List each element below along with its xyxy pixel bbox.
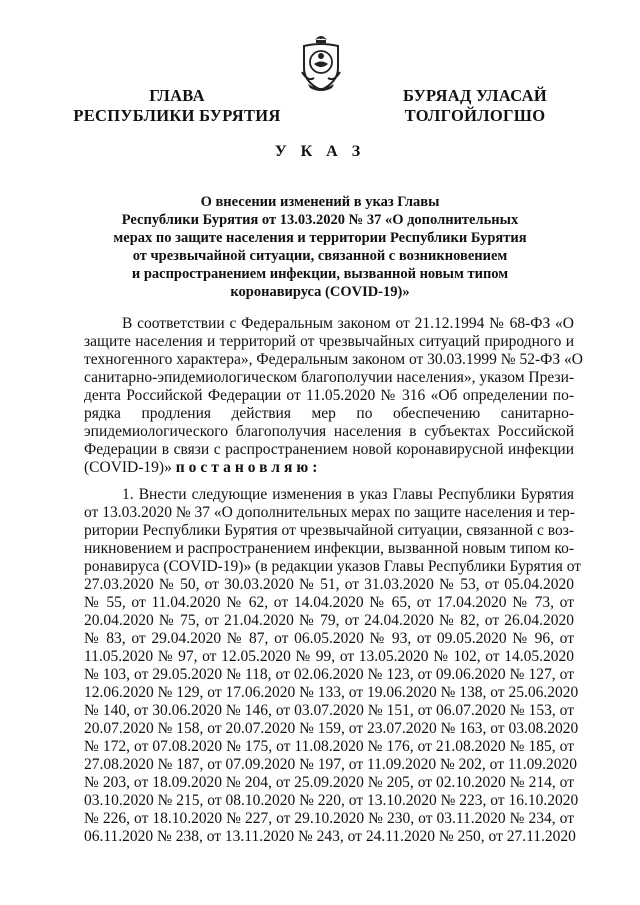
text-line: ритории Республики Бурятия от чрезвычайной ситуации, связанной с воз- [84, 522, 574, 539]
title-line: и распространением инфекции, вызванной новым типом [131, 266, 509, 282]
text-line: от 13.03.2020 № 37 «О дополнительных мерах по защите населения и тер- [84, 504, 575, 521]
header-left-line: ГЛАВА [149, 86, 205, 105]
text-line: 1. Внести следующие изменения в указ Главы Республики Бурятия [122, 486, 574, 503]
text-line: № 55, от 11.04.2020 № 62, от 14.04.2020 № 65, от 17.04.2020 № 73, от [84, 594, 574, 611]
text-line: 06.11.2020 № 238, от 13.11.2020 № 243, от 24.11.2020 № 250, от 27.11.2020 [84, 828, 576, 845]
title-line: коронавируса (COVID-19)» [230, 284, 410, 300]
header-right-line: ТОЛГОЙЛОГШО [404, 106, 546, 125]
text-line: № 83, от 29.04.2020 № 87, от 06.05.2020 № 93, от 09.05.2020 № 96, от [84, 630, 574, 647]
text-line: В соответствии с Федеральным законом от 21.12.1994 № 68-ФЗ «О [122, 315, 574, 332]
text-line: 11.05.2020 № 97, от 12.05.2020 № 99, от 13.05.2020 № 102, от 14.05.2020 [84, 648, 574, 665]
document-title [110, 193, 530, 301]
header-issuer-russian [72, 86, 282, 126]
header-issuer-buryat [370, 86, 580, 126]
text-line: защите населения и территорий от чрезвычайных ситуаций природного и [84, 333, 574, 350]
text-line: № 140, от 30.06.2020 № 146, от 03.07.2020 № 151, от 06.07.2020 № 153, от [84, 702, 574, 719]
header-left-line: РЕСПУБЛИКИ БУРЯТИЯ [73, 106, 281, 125]
title-line: О внесении изменений в указ Главы [200, 194, 440, 210]
text-line: никновением и распространением инфекции, вызванной новым типом ко- [84, 540, 574, 557]
republic-emblem [296, 32, 346, 94]
text-line: 03.10.2020 № 215, от 08.10.2020 № 220, от 13.10.2020 № 223, от 16.10.2020 [84, 792, 579, 809]
title-line: от чрезвычайной ситуации, связанной с возникновением [132, 248, 508, 264]
header-right-line: БУРЯАД УЛАСАЙ [402, 86, 548, 105]
text-line: дента Российской Федерации от 11.05.2020 № 316 «Об определении по- [84, 387, 574, 404]
text-line: № 172, от 07.08.2020 № 175, от 11.08.2020 № 176, от 21.08.2020 № 185, от [84, 738, 574, 755]
title-line: мерах по защите населения и территории Республики Бурятия [113, 230, 527, 246]
text-line: техногенного характера», Федеральным законом от 30.03.1999 № 52-ФЗ «О [84, 351, 583, 368]
text-line: 27.03.2020 № 50, от 30.03.2020 № 51, от 31.03.2020 № 53, от 05.04.2020 [84, 576, 574, 593]
text-line: Федерации в связи с распространением новой коронавирусной инфекции [84, 441, 574, 458]
title-line: Республики Бурятия от 13.03.2020 № 37 «О дополнительных [121, 212, 519, 228]
text-line: 20.04.2020 № 75, от 21.04.2020 № 79, от 24.04.2020 № 82, от 26.04.2020 [84, 612, 574, 629]
text-line: № 103, от 29.05.2020 № 118, от 02.06.2020 № 123, от 09.06.2020 № 127, от [84, 666, 574, 683]
text-line [84, 459, 574, 477]
document-type: У К А З [274, 143, 366, 160]
text-line: № 226, от 18.10.2020 № 227, от 29.10.2020 № 230, от 03.11.2020 № 234, от [84, 810, 574, 827]
text-line: рядка продления действия мер по обеспечению санитарно- [84, 405, 574, 422]
text-line: ронавируса (COVID-19)» (в редакции указов Главы Республики Бурятия от [84, 558, 582, 575]
text-line: 20.07.2020 № 158, от 20.07.2020 № 159, от 23.07.2020 № 163, от 03.08.2020 [84, 720, 579, 737]
preamble-paragraph [84, 315, 583, 477]
text-line: 27.08.2020 № 187, от 07.09.2020 № 197, от 11.09.2020 № 202, от 11.09.2020 [84, 756, 578, 773]
text-line: 12.06.2020 № 129, от 17.06.2020 № 133, от 19.06.2020 № 138, от 25.06.2020 [84, 684, 579, 701]
text-line-prefix: (COVID-19)» [84, 459, 172, 476]
text-line: эпидемиологического благополучия населения в субъектах Российской [84, 423, 574, 440]
decree-word: постановляю: [175, 459, 322, 476]
text-line: санитарно-эпидемиологическом благополучии населения», указом Прези- [84, 369, 575, 386]
item-1-paragraph [84, 486, 582, 846]
text-line: № 203, от 18.09.2020 № 204, от 25.09.2020 № 205, от 02.10.2020 № 214, от [84, 774, 574, 791]
